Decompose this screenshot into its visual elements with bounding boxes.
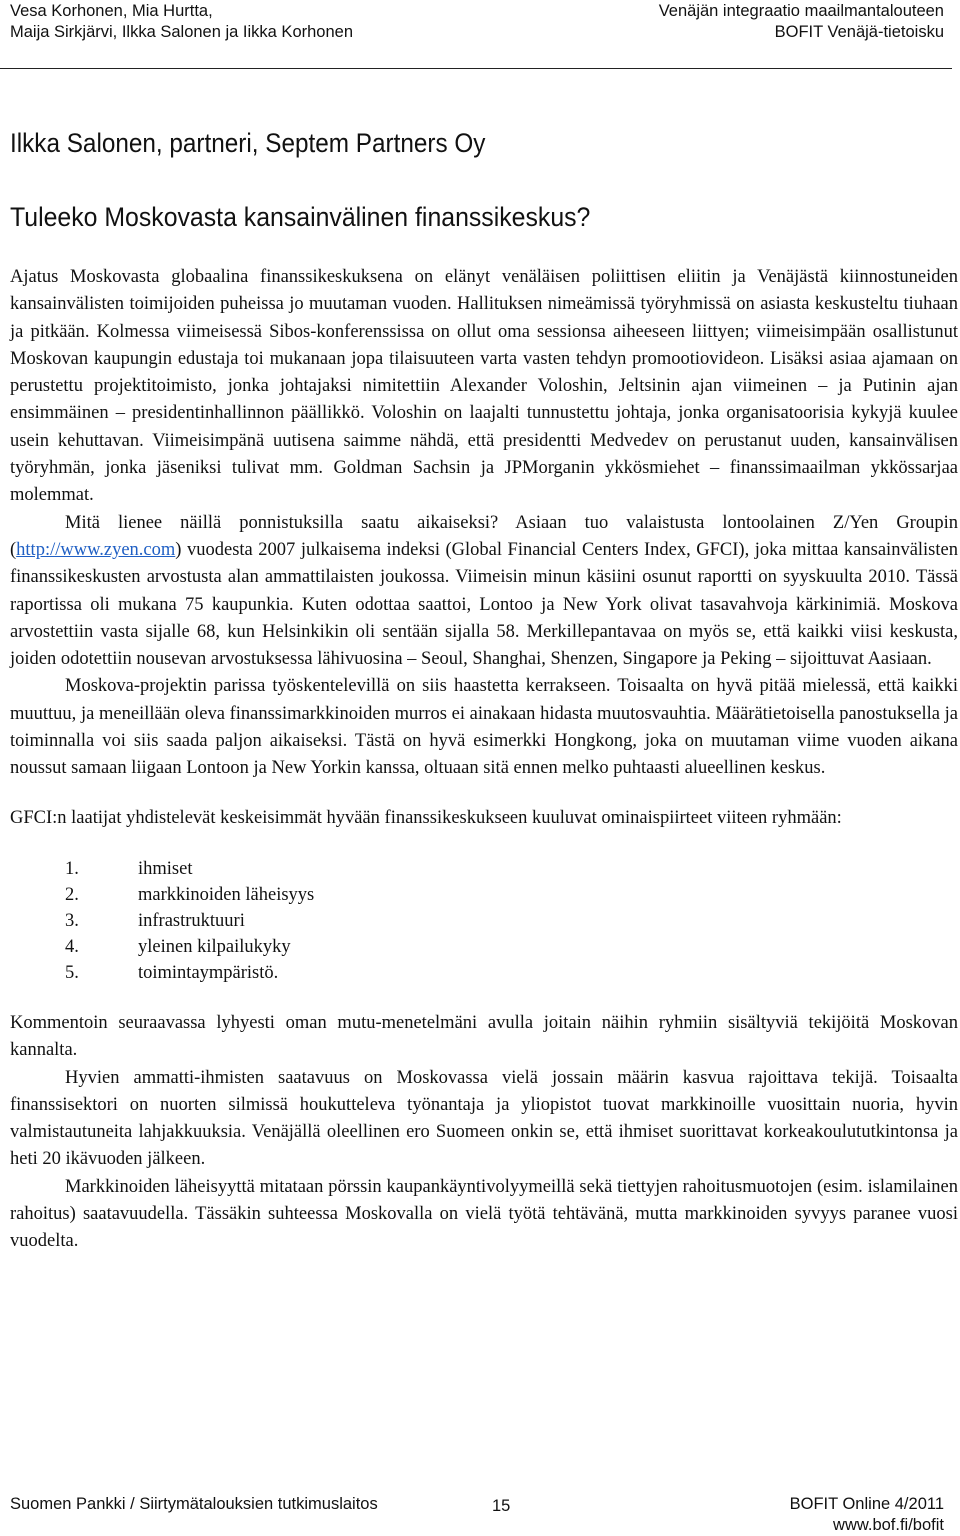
footer-publication-info — [790, 1494, 944, 1536]
paragraph-7: Markkinoiden läheisyyttä mitataan pörssin kaupankäyntivolyymeillä sekä tiettyjen rahoitusmuotojen (esim. islamilainen rahoitus) saatavuudella. Tässäkin suhteessa Moskovalla on vielä työtä tehtävänä, mutta markkinoiden syvyys paranee vuosi vuodelta. — [10, 1176, 958, 1252]
zyen-link[interactable]: http://www.zyen.com — [16, 539, 176, 560]
paragraph-2-end: ) vuodesta 2007 julkaisema indeksi (Global Financial Centers Index, GFCI), joka mittaa kansainvälisten finanssikeskusten arvostusta alan ammattilaisten joukossa. Viimeisin minun käsiini osunut raportti on syyskuulta 2010. Tässä raportissa oli mukana 75 kaupunkia. Kuten odottaa saattoi, Lontoo ja New York olivat tasavahvoja kärkinimiä. Moskova arvostettiin vasta sijalle 68, kun Helsinkikin oli sentään sijalla 58. Merkillepantavaa on myös se, että kaikki viisi keskusta, joiden odotettiin nousevan arvostuksessa lähivuosina – Seoul, Shanghai, Shenzen, Singapore ja Peking – sijoittuvat Aasiaan. — [10, 539, 958, 670]
header-authors-line1: Vesa Korhonen, Mia Hurtta, — [10, 2, 213, 20]
paragraph-3: Moskova-projektin parissa työskentelevillä on siis haastetta kerrakseen. Toisaalta on hyvä pitää mielessä, että kaikki muuttuu, ja meneillään oleva finanssimarkkinoiden murros ei ainakaan hidasta muutosvauhtia. Määrätietoisella panostuksella ja toiminnalla voi siis saada paljon aikaiseksi. Tästä on hyvä esimerkki Hongkong, joka on muutaman viime vuoden aikana noussut samaan liigaan Lontoon ja New Yorkin kanssa, oltuaan sitä ennen melko puhtaasti alueellinen keskus. — [10, 676, 958, 779]
list-item — [10, 908, 958, 934]
list-item-number: 3. — [65, 910, 79, 931]
header-divider — [0, 68, 952, 69]
list-item-text: yleinen kilpailukyky — [138, 936, 291, 957]
footer-issue: BOFIT Online 4/2011 — [789, 1495, 944, 1513]
list-item — [10, 934, 958, 960]
page-header — [0, 0, 960, 70]
list-item-text: markkinoiden läheisyys — [138, 884, 315, 905]
header-publication-info — [659, 1, 944, 43]
paragraph-5: Kommentoin seuraavassa lyhyesti oman mutu-menetelmäni avulla joitain näihin ryhmiin sisältyviä tekijöitä Moskovan kannalta. — [10, 1012, 958, 1061]
header-publication: BOFIT Venäjä-tietoisku — [774, 23, 944, 41]
list-item-number: 5. — [65, 962, 79, 983]
article-author: Ilkka Salonen, partneri, Septem Partners Oy — [10, 128, 486, 158]
list-item-text: ihmiset — [138, 858, 193, 879]
page-number: 15 — [492, 1497, 511, 1515]
list-item-number: 4. — [65, 936, 79, 957]
criteria-list — [10, 856, 958, 986]
article-body — [10, 264, 958, 1256]
list-item-number: 1. — [65, 858, 79, 879]
page-footer — [0, 1490, 960, 1534]
header-series-title: Venäjän integraatio maailmantalouteen — [658, 2, 944, 20]
header-authors — [10, 1, 353, 43]
list-item-text: toimintaympäristö. — [138, 962, 279, 983]
paragraph-2 — [10, 510, 958, 674]
footer-url: www.bof.fi/bofit — [833, 1516, 944, 1534]
list-item-number: 2. — [65, 884, 79, 905]
article-title: Tuleeko Moskovasta kansainvälinen finanssikeskus? — [10, 202, 591, 232]
paragraph-6: Hyvien ammatti-ihmisten saatavuus on Moskovassa vielä jossain määrin kasvua rajoittava tekijä. Toisaalta finanssisektori on nuorten silmissä houkutteleva työnantaja ja yliopistot tuovat markkinoille vuosittain nuoria, hyvin valmistautuneita lahjakkuuksia. Venäjällä oleellinen ero Suomeen onkin se, että ihmiset suorittavat korkeakoulututkintonsa ja heti 20 ikävuoden jälkeen. — [10, 1067, 958, 1170]
list-item-text: infrastruktuuri — [138, 910, 245, 931]
list-item — [10, 882, 958, 908]
paragraph-2-start: Mitä lienee näillä ponnistuksilla saatu aikaiseksi? Asiaan tuo valaistusta lontoolainen Z/Yen Groupin ( — [10, 512, 958, 560]
footer-institution: Suomen Pankki / Siirtymätalouksien tutkimuslaitos — [10, 1495, 378, 1513]
paragraph-1: Ajatus Moskovasta globaalina finanssikeskuksena on elänyt venäläisen poliittisen eliitin ja Venäjästä kiinnostuneiden kansainvälisten toimijoiden puheissa jo muutaman vuoden. Hallituksen nimeämissä työryhmissä on asiasta keskusteltu tiuhaan ja pitkään. Kolmessa viimeisessä Sibos-konferenssissa on ollut oma sessionsa aiheeseen liittyen; viimeisimpään osallistunut Moskovan kaupungin edustaja toi mukanaan jopa tilaisuuteen varta vasten tehdyn promootiovideon. Lisäksi asiaa ajamaan on perustettu projektitoimisto, jonka johtajaksi nimitettiin Alexander Voloshin, Jeltsinin ajan viimeinen – ja Putinin ajan ensimmäinen – presidentinhallinnon päällikkö. Voloshin on laajalti tunnustettu johtaja, jonka organisatoorisia kykyjä kuulee usein kehuttavan. Viimeisimpänä uutisena saimme nähdä, että presidentti Medvedev on perustanut uuden, kansainvälisen työryhmän, jonka jäseniksi tulivat mm. Goldman Sachsin ja JPMorganin ykkösmiehet – finanssimaailman ykkössarjaa molemmat. — [10, 267, 958, 506]
list-item — [10, 856, 958, 882]
header-authors-line2: Maija Sirkjärvi, Ilkka Salonen ja Iikka Korhonen — [10, 23, 353, 41]
paragraph-4: GFCI:n laatijat yhdistelevät keskeisimmät hyvään finanssikeskukseen kuuluvat ominaispiirteet viiteen ryhmään: — [10, 807, 842, 828]
list-item — [10, 960, 958, 986]
